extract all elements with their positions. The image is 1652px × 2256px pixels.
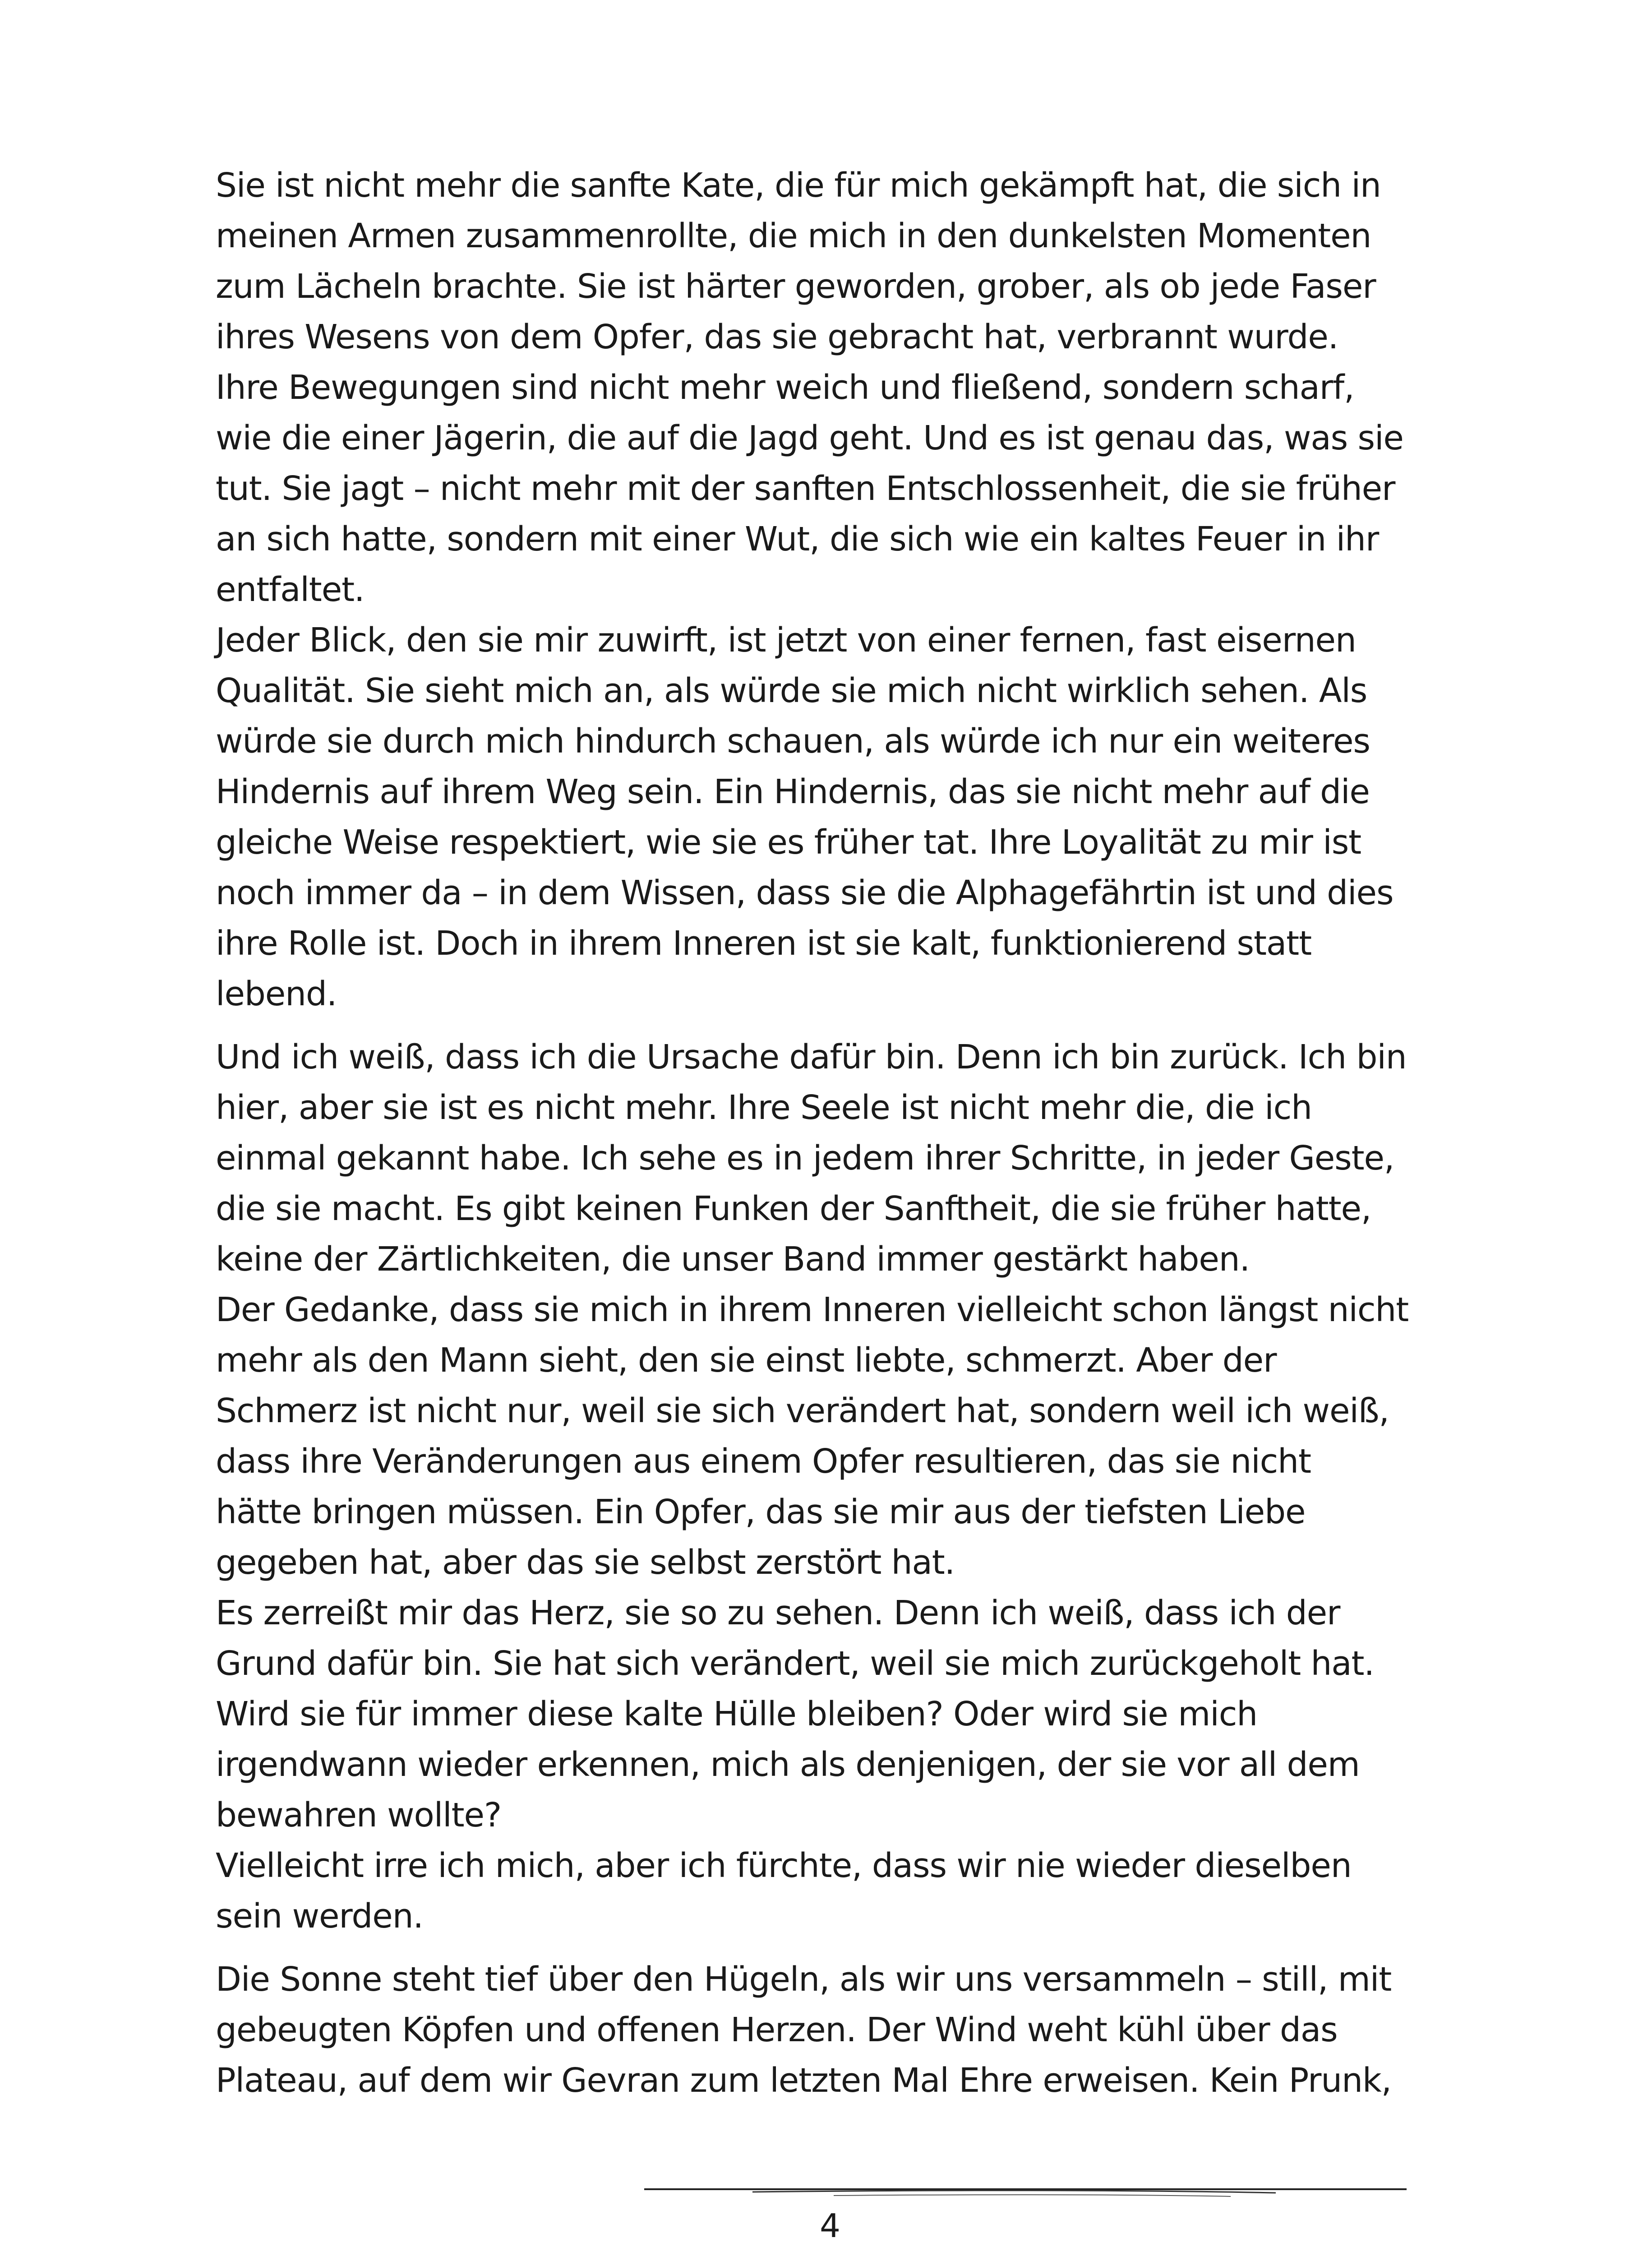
text-line: entfaltet.: [216, 570, 365, 609]
footer-rule: [644, 2187, 1407, 2205]
text-line: lebend.: [216, 975, 337, 1013]
text-line: dass ihre Veränderungen aus einem Opfer resultieren, das sie nicht: [216, 1442, 1311, 1481]
text-line: sein werden.: [216, 1897, 423, 1936]
text-line: Plateau, auf dem wir Gevran zum letzten Mal Ehre erweisen. Kein Prunk,: [216, 2061, 1392, 2100]
text-line: keine der Zärtlichkeiten, die unser Band immer gestärkt haben.: [216, 1240, 1250, 1279]
body-text: [216, 160, 1479, 2106]
text-line: Schmerz ist nicht nur, weil sie sich verändert hat, sondern weil ich weiß,: [216, 1392, 1389, 1430]
text-line: Die Sonne steht tief über den Hügeln, als wir uns versammeln – still, mit: [216, 1960, 1392, 1999]
text-line: irgendwann wieder erkennen, mich als denjenigen, der sie vor all dem: [216, 1745, 1360, 1784]
text-line: an sich hatte, sondern mit einer Wut, die sich wie ein kaltes Feuer in ihr: [216, 520, 1379, 559]
paragraph-2: [216, 1032, 1479, 1942]
text-line: Jeder Blick, den sie mir zuwirft, ist jetzt von einer fernen, fast eisernen: [216, 621, 1356, 660]
text-line: Sie ist nicht mehr die sanfte Kate, die für mich gekämpft hat, die sich in: [216, 166, 1381, 205]
text-line: noch immer da – in dem Wissen, dass sie die Alphagefährtin ist und dies: [216, 874, 1394, 912]
text-line: die sie macht. Es gibt keinen Funken der Sanftheit, die sie früher hatte,: [216, 1189, 1371, 1228]
text-line: Hindernis auf ihrem Weg sein. Ein Hindernis, das sie nicht mehr auf die: [216, 772, 1370, 811]
text-line: Vielleicht irre ich mich, aber ich fürchte, dass wir nie wieder dieselben: [216, 1846, 1352, 1885]
text-line: wie die einer Jägerin, die auf die Jagd geht. Und es ist genau das, was sie: [216, 419, 1403, 458]
text-line: bewahren wollte?: [216, 1796, 502, 1835]
text-line: Qualität. Sie sieht mich an, als würde sie mich nicht wirklich sehen. Als: [216, 671, 1367, 710]
text-line: gebeugten Köpfen und offenen Herzen. Der Wind weht kühl über das: [216, 2011, 1338, 2049]
text-line: einmal gekannt habe. Ich sehe es in jedem ihrer Schritte, in jeder Geste,: [216, 1139, 1394, 1178]
text-line: würde sie durch mich hindurch schauen, als würde ich nur ein weiteres: [216, 722, 1370, 761]
text-line: gleiche Weise respektiert, wie sie es früher tat. Ihre Loyalität zu mir ist: [216, 823, 1361, 862]
text-line: Ihre Bewegungen sind nicht mehr weich und fließend, sondern scharf,: [216, 368, 1354, 407]
page-number: 4: [820, 2207, 840, 2245]
text-line: hätte bringen müssen. Ein Opfer, das sie mir aus der tiefsten Liebe: [216, 1493, 1306, 1531]
text-line: ihres Wesens von dem Opfer, das sie gebracht hat, verbrannt wurde.: [216, 318, 1338, 356]
text-line: Grund dafür bin. Sie hat sich verändert, weil sie mich zurückgeholt hat.: [216, 1644, 1374, 1683]
text-line: Wird sie für immer diese kalte Hülle bleiben? Oder wird sie mich: [216, 1695, 1258, 1734]
paragraph-1: [216, 160, 1479, 1019]
text-line: Es zerreißt mir das Herz, sie so zu sehen. Denn ich weiß, dass ich der: [216, 1594, 1340, 1632]
paragraph-3: [216, 1954, 1479, 2106]
text-line: Und ich weiß, dass ich die Ursache dafür bin. Denn ich bin zurück. Ich bin: [216, 1038, 1407, 1077]
text-line: gegeben hat, aber das sie selbst zerstört hat.: [216, 1543, 955, 1582]
text-line: Der Gedanke, dass sie mich in ihrem Inneren vielleicht schon längst nicht: [216, 1290, 1409, 1329]
text-line: hier, aber sie ist es nicht mehr. Ihre Seele ist nicht mehr die, die ich: [216, 1088, 1312, 1127]
text-line: tut. Sie jagt – nicht mehr mit der sanften Entschlossenheit, die sie früher: [216, 469, 1395, 508]
text-line: meinen Armen zusammenrollte, die mich in den dunkelsten Momenten: [216, 217, 1371, 255]
text-line: zum Lächeln brachte. Sie ist härter geworden, grober, als ob jede Faser: [216, 267, 1376, 306]
text-line: mehr als den Mann sieht, den sie einst liebte, schmerzt. Aber der: [216, 1341, 1277, 1380]
text-line: ihre Rolle ist. Doch in ihrem Inneren ist sie kalt, funktionierend statt: [216, 924, 1311, 963]
